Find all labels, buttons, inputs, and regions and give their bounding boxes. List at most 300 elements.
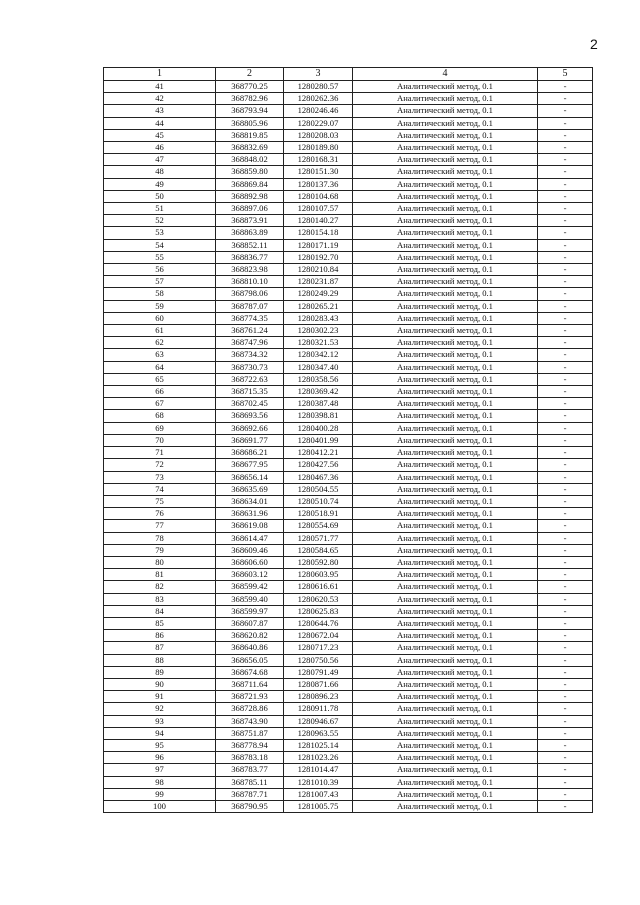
note-cell: - <box>538 788 593 800</box>
y-coordinate-cell: 1280168.31 <box>284 154 353 166</box>
table-row <box>104 483 593 495</box>
table-row <box>104 691 593 703</box>
x-coordinate-cell: 368619.08 <box>216 520 284 532</box>
table-row <box>104 703 593 715</box>
note-cell: - <box>538 178 593 190</box>
x-coordinate-cell: 368734.32 <box>216 349 284 361</box>
y-coordinate-cell: 1280592.80 <box>284 556 353 568</box>
method-cell: Аналитический метод, 0.1 <box>353 752 538 764</box>
note-cell: - <box>538 239 593 251</box>
point-number-cell: 72 <box>104 459 216 471</box>
note-cell: - <box>538 142 593 154</box>
table-row <box>104 495 593 507</box>
method-cell: Аналитический метод, 0.1 <box>353 715 538 727</box>
x-coordinate-cell: 368677.95 <box>216 459 284 471</box>
table-row <box>104 190 593 202</box>
x-coordinate-cell: 368832.69 <box>216 142 284 154</box>
point-number-cell: 90 <box>104 678 216 690</box>
note-cell: - <box>538 325 593 337</box>
note-cell: - <box>538 81 593 93</box>
x-coordinate-cell: 368607.87 <box>216 617 284 629</box>
method-cell: Аналитический метод, 0.1 <box>353 800 538 812</box>
table-row <box>104 142 593 154</box>
method-cell: Аналитический метод, 0.1 <box>353 422 538 434</box>
point-number-cell: 54 <box>104 239 216 251</box>
y-coordinate-cell: 1280398.81 <box>284 410 353 422</box>
x-coordinate-cell: 368774.35 <box>216 312 284 324</box>
method-cell: Аналитический метод, 0.1 <box>353 276 538 288</box>
x-coordinate-cell: 368790.95 <box>216 800 284 812</box>
y-coordinate-cell: 1280554.69 <box>284 520 353 532</box>
y-coordinate-cell: 1280644.76 <box>284 617 353 629</box>
point-number-cell: 61 <box>104 325 216 337</box>
y-coordinate-cell: 1280510.74 <box>284 495 353 507</box>
table-header-row <box>104 68 593 81</box>
table-row <box>104 739 593 751</box>
method-cell: Аналитический метод, 0.1 <box>353 166 538 178</box>
table-row <box>104 203 593 215</box>
x-coordinate-cell: 368715.35 <box>216 386 284 398</box>
point-number-cell: 44 <box>104 117 216 129</box>
y-coordinate-cell: 1280104.68 <box>284 190 353 202</box>
x-coordinate-cell: 368787.07 <box>216 300 284 312</box>
note-cell: - <box>538 715 593 727</box>
method-cell: Аналитический метод, 0.1 <box>353 300 538 312</box>
note-cell: - <box>538 386 593 398</box>
method-cell: Аналитический метод, 0.1 <box>353 593 538 605</box>
y-coordinate-cell: 1280911.78 <box>284 703 353 715</box>
note-cell: - <box>538 361 593 373</box>
column-header-2: 2 <box>216 68 284 81</box>
table-row <box>104 264 593 276</box>
x-coordinate-cell: 368599.97 <box>216 605 284 617</box>
x-coordinate-cell: 368782.96 <box>216 93 284 105</box>
table-row <box>104 581 593 593</box>
y-coordinate-cell: 1280896.23 <box>284 691 353 703</box>
note-cell: - <box>538 544 593 556</box>
y-coordinate-cell: 1280504.55 <box>284 483 353 495</box>
x-coordinate-cell: 368674.68 <box>216 666 284 678</box>
note-cell: - <box>538 739 593 751</box>
x-coordinate-cell: 368892.98 <box>216 190 284 202</box>
note-cell: - <box>538 373 593 385</box>
x-coordinate-cell: 368603.12 <box>216 569 284 581</box>
point-number-cell: 71 <box>104 447 216 459</box>
point-number-cell: 57 <box>104 276 216 288</box>
table-row <box>104 727 593 739</box>
y-coordinate-cell: 1280321.53 <box>284 337 353 349</box>
method-cell: Аналитический метод, 0.1 <box>353 434 538 446</box>
x-coordinate-cell: 368631.96 <box>216 508 284 520</box>
table-row <box>104 300 593 312</box>
point-number-cell: 88 <box>104 654 216 666</box>
x-coordinate-cell: 368873.91 <box>216 215 284 227</box>
x-coordinate-cell: 368819.85 <box>216 129 284 141</box>
method-cell: Аналитический метод, 0.1 <box>353 471 538 483</box>
x-coordinate-cell: 368783.77 <box>216 764 284 776</box>
note-cell: - <box>538 593 593 605</box>
method-cell: Аналитический метод, 0.1 <box>353 239 538 251</box>
point-number-cell: 50 <box>104 190 216 202</box>
note-cell: - <box>538 459 593 471</box>
note-cell: - <box>538 471 593 483</box>
method-cell: Аналитический метод, 0.1 <box>353 325 538 337</box>
point-number-cell: 97 <box>104 764 216 776</box>
method-cell: Аналитический метод, 0.1 <box>353 117 538 129</box>
y-coordinate-cell: 1280283.43 <box>284 312 353 324</box>
coordinates-table <box>103 67 593 813</box>
table-row <box>104 251 593 263</box>
y-coordinate-cell: 1280750.56 <box>284 654 353 666</box>
note-cell: - <box>538 215 593 227</box>
y-coordinate-cell: 1280625.83 <box>284 605 353 617</box>
table-row <box>104 178 593 190</box>
table-row <box>104 569 593 581</box>
method-cell: Аналитический метод, 0.1 <box>353 569 538 581</box>
column-header-4: 4 <box>353 68 538 81</box>
table-body <box>104 81 593 813</box>
point-number-cell: 63 <box>104 349 216 361</box>
y-coordinate-cell: 1280151.30 <box>284 166 353 178</box>
note-cell: - <box>538 800 593 812</box>
y-coordinate-cell: 1280302.23 <box>284 325 353 337</box>
y-coordinate-cell: 1280229.07 <box>284 117 353 129</box>
method-cell: Аналитический метод, 0.1 <box>353 447 538 459</box>
point-number-cell: 85 <box>104 617 216 629</box>
table-row <box>104 93 593 105</box>
x-coordinate-cell: 368787.71 <box>216 788 284 800</box>
note-cell: - <box>538 422 593 434</box>
note-cell: - <box>538 556 593 568</box>
point-number-cell: 68 <box>104 410 216 422</box>
point-number-cell: 55 <box>104 251 216 263</box>
table-row <box>104 544 593 556</box>
point-number-cell: 84 <box>104 605 216 617</box>
x-coordinate-cell: 368747.96 <box>216 337 284 349</box>
x-coordinate-cell: 368783.18 <box>216 752 284 764</box>
x-coordinate-cell: 368635.69 <box>216 483 284 495</box>
y-coordinate-cell: 1280584.65 <box>284 544 353 556</box>
point-number-cell: 80 <box>104 556 216 568</box>
note-cell: - <box>538 203 593 215</box>
note-cell: - <box>538 495 593 507</box>
x-coordinate-cell: 368656.14 <box>216 471 284 483</box>
x-coordinate-cell: 368869.84 <box>216 178 284 190</box>
x-coordinate-cell: 368897.06 <box>216 203 284 215</box>
method-cell: Аналитический метод, 0.1 <box>353 81 538 93</box>
point-number-cell: 56 <box>104 264 216 276</box>
table-row <box>104 154 593 166</box>
note-cell: - <box>538 93 593 105</box>
method-cell: Аналитический метод, 0.1 <box>353 288 538 300</box>
note-cell: - <box>538 678 593 690</box>
y-coordinate-cell: 1281025.14 <box>284 739 353 751</box>
table-row <box>104 678 593 690</box>
point-number-cell: 51 <box>104 203 216 215</box>
note-cell: - <box>538 447 593 459</box>
table-row <box>104 410 593 422</box>
y-coordinate-cell: 1280400.28 <box>284 422 353 434</box>
method-cell: Аналитический метод, 0.1 <box>353 556 538 568</box>
x-coordinate-cell: 368620.82 <box>216 630 284 642</box>
method-cell: Аналитический метод, 0.1 <box>353 386 538 398</box>
method-cell: Аналитический метод, 0.1 <box>353 154 538 166</box>
note-cell: - <box>538 129 593 141</box>
x-coordinate-cell: 368609.46 <box>216 544 284 556</box>
method-cell: Аналитический метод, 0.1 <box>353 361 538 373</box>
x-coordinate-cell: 368693.56 <box>216 410 284 422</box>
x-coordinate-cell: 368728.86 <box>216 703 284 715</box>
table-row <box>104 398 593 410</box>
column-header-5: 5 <box>538 68 593 81</box>
note-cell: - <box>538 117 593 129</box>
method-cell: Аналитический метод, 0.1 <box>353 654 538 666</box>
y-coordinate-cell: 1280249.29 <box>284 288 353 300</box>
note-cell: - <box>538 154 593 166</box>
note-cell: - <box>538 630 593 642</box>
y-coordinate-cell: 1280189.80 <box>284 142 353 154</box>
note-cell: - <box>538 508 593 520</box>
table-row <box>104 556 593 568</box>
point-number-cell: 93 <box>104 715 216 727</box>
method-cell: Аналитический метод, 0.1 <box>353 678 538 690</box>
method-cell: Аналитический метод, 0.1 <box>353 788 538 800</box>
table-row <box>104 654 593 666</box>
x-coordinate-cell: 368810.10 <box>216 276 284 288</box>
note-cell: - <box>538 764 593 776</box>
x-coordinate-cell: 368599.40 <box>216 593 284 605</box>
table-row <box>104 386 593 398</box>
y-coordinate-cell: 1280946.67 <box>284 715 353 727</box>
point-number-cell: 59 <box>104 300 216 312</box>
y-coordinate-cell: 1281005.75 <box>284 800 353 812</box>
x-coordinate-cell: 368785.11 <box>216 776 284 788</box>
table-row <box>104 508 593 520</box>
x-coordinate-cell: 368692.66 <box>216 422 284 434</box>
note-cell: - <box>538 312 593 324</box>
point-number-cell: 42 <box>104 93 216 105</box>
table-row <box>104 447 593 459</box>
note-cell: - <box>538 288 593 300</box>
x-coordinate-cell: 368859.80 <box>216 166 284 178</box>
y-coordinate-cell: 1280412.21 <box>284 447 353 459</box>
table-row <box>104 239 593 251</box>
table-row <box>104 434 593 446</box>
table-row <box>104 520 593 532</box>
method-cell: Аналитический метод, 0.1 <box>353 129 538 141</box>
table-row <box>104 373 593 385</box>
y-coordinate-cell: 1280620.53 <box>284 593 353 605</box>
method-cell: Аналитический метод, 0.1 <box>353 227 538 239</box>
x-coordinate-cell: 368863.89 <box>216 227 284 239</box>
x-coordinate-cell: 368606.60 <box>216 556 284 568</box>
note-cell: - <box>538 190 593 202</box>
point-number-cell: 66 <box>104 386 216 398</box>
point-number-cell: 82 <box>104 581 216 593</box>
y-coordinate-cell: 1280208.03 <box>284 129 353 141</box>
method-cell: Аналитический метод, 0.1 <box>353 398 538 410</box>
note-cell: - <box>538 703 593 715</box>
point-number-cell: 99 <box>104 788 216 800</box>
method-cell: Аналитический метод, 0.1 <box>353 495 538 507</box>
x-coordinate-cell: 368656.05 <box>216 654 284 666</box>
point-number-cell: 79 <box>104 544 216 556</box>
method-cell: Аналитический метод, 0.1 <box>353 203 538 215</box>
method-cell: Аналитический метод, 0.1 <box>353 483 538 495</box>
x-coordinate-cell: 368743.90 <box>216 715 284 727</box>
table-row <box>104 630 593 642</box>
x-coordinate-cell: 368798.06 <box>216 288 284 300</box>
y-coordinate-cell: 1280871.66 <box>284 678 353 690</box>
x-coordinate-cell: 368852.11 <box>216 239 284 251</box>
point-number-cell: 62 <box>104 337 216 349</box>
y-coordinate-cell: 1280963.55 <box>284 727 353 739</box>
point-number-cell: 83 <box>104 593 216 605</box>
table-row <box>104 349 593 361</box>
y-coordinate-cell: 1280791.49 <box>284 666 353 678</box>
y-coordinate-cell: 1280571.77 <box>284 532 353 544</box>
note-cell: - <box>538 349 593 361</box>
y-coordinate-cell: 1280231.87 <box>284 276 353 288</box>
table-row <box>104 642 593 654</box>
table-row <box>104 764 593 776</box>
y-coordinate-cell: 1280672.04 <box>284 630 353 642</box>
method-cell: Аналитический метод, 0.1 <box>353 739 538 751</box>
y-coordinate-cell: 1280246.46 <box>284 105 353 117</box>
point-number-cell: 67 <box>104 398 216 410</box>
method-cell: Аналитический метод, 0.1 <box>353 727 538 739</box>
y-coordinate-cell: 1280265.21 <box>284 300 353 312</box>
point-number-cell: 49 <box>104 178 216 190</box>
note-cell: - <box>538 605 593 617</box>
y-coordinate-cell: 1280280.57 <box>284 81 353 93</box>
x-coordinate-cell: 368722.63 <box>216 373 284 385</box>
method-cell: Аналитический метод, 0.1 <box>353 251 538 263</box>
y-coordinate-cell: 1280369.42 <box>284 386 353 398</box>
method-cell: Аналитический метод, 0.1 <box>353 373 538 385</box>
table-row <box>104 288 593 300</box>
method-cell: Аналитический метод, 0.1 <box>353 691 538 703</box>
method-cell: Аналитический метод, 0.1 <box>353 605 538 617</box>
x-coordinate-cell: 368770.25 <box>216 81 284 93</box>
note-cell: - <box>538 617 593 629</box>
column-header-1: 1 <box>104 68 216 81</box>
y-coordinate-cell: 1280387.48 <box>284 398 353 410</box>
table-row <box>104 215 593 227</box>
note-cell: - <box>538 483 593 495</box>
x-coordinate-cell: 368730.73 <box>216 361 284 373</box>
y-coordinate-cell: 1280518.91 <box>284 508 353 520</box>
table-row <box>104 105 593 117</box>
table-row <box>104 129 593 141</box>
x-coordinate-cell: 368686.21 <box>216 447 284 459</box>
y-coordinate-cell: 1280358.56 <box>284 373 353 385</box>
point-number-cell: 89 <box>104 666 216 678</box>
point-number-cell: 75 <box>104 495 216 507</box>
y-coordinate-cell: 1280137.36 <box>284 178 353 190</box>
method-cell: Аналитический метод, 0.1 <box>353 776 538 788</box>
note-cell: - <box>538 666 593 678</box>
y-coordinate-cell: 1281007.43 <box>284 788 353 800</box>
x-coordinate-cell: 368640.86 <box>216 642 284 654</box>
point-number-cell: 45 <box>104 129 216 141</box>
note-cell: - <box>538 166 593 178</box>
note-cell: - <box>538 300 593 312</box>
point-number-cell: 81 <box>104 569 216 581</box>
x-coordinate-cell: 368805.96 <box>216 117 284 129</box>
point-number-cell: 86 <box>104 630 216 642</box>
y-coordinate-cell: 1281010.39 <box>284 776 353 788</box>
x-coordinate-cell: 368721.93 <box>216 691 284 703</box>
method-cell: Аналитический метод, 0.1 <box>353 410 538 422</box>
method-cell: Аналитический метод, 0.1 <box>353 142 538 154</box>
point-number-cell: 70 <box>104 434 216 446</box>
method-cell: Аналитический метод, 0.1 <box>353 764 538 776</box>
x-coordinate-cell: 368761.24 <box>216 325 284 337</box>
y-coordinate-cell: 1280427.56 <box>284 459 353 471</box>
note-cell: - <box>538 752 593 764</box>
method-cell: Аналитический метод, 0.1 <box>353 544 538 556</box>
x-coordinate-cell: 368711.64 <box>216 678 284 690</box>
y-coordinate-cell: 1281023.26 <box>284 752 353 764</box>
x-coordinate-cell: 368634.01 <box>216 495 284 507</box>
table-row <box>104 81 593 93</box>
note-cell: - <box>538 398 593 410</box>
point-number-cell: 58 <box>104 288 216 300</box>
method-cell: Аналитический метод, 0.1 <box>353 349 538 361</box>
note-cell: - <box>538 654 593 666</box>
method-cell: Аналитический метод, 0.1 <box>353 508 538 520</box>
point-number-cell: 60 <box>104 312 216 324</box>
x-coordinate-cell: 368836.77 <box>216 251 284 263</box>
point-number-cell: 87 <box>104 642 216 654</box>
point-number-cell: 95 <box>104 739 216 751</box>
y-coordinate-cell: 1280154.18 <box>284 227 353 239</box>
y-coordinate-cell: 1280717.23 <box>284 642 353 654</box>
table-row <box>104 715 593 727</box>
table-row <box>104 471 593 483</box>
method-cell: Аналитический метод, 0.1 <box>353 105 538 117</box>
x-coordinate-cell: 368778.94 <box>216 739 284 751</box>
y-coordinate-cell: 1280603.95 <box>284 569 353 581</box>
point-number-cell: 48 <box>104 166 216 178</box>
point-number-cell: 96 <box>104 752 216 764</box>
note-cell: - <box>538 410 593 422</box>
table-row <box>104 459 593 471</box>
point-number-cell: 76 <box>104 508 216 520</box>
y-coordinate-cell: 1280467.36 <box>284 471 353 483</box>
method-cell: Аналитический метод, 0.1 <box>353 215 538 227</box>
y-coordinate-cell: 1281014.47 <box>284 764 353 776</box>
note-cell: - <box>538 532 593 544</box>
y-coordinate-cell: 1280171.19 <box>284 239 353 251</box>
point-number-cell: 53 <box>104 227 216 239</box>
point-number-cell: 77 <box>104 520 216 532</box>
point-number-cell: 78 <box>104 532 216 544</box>
table-row <box>104 752 593 764</box>
method-cell: Аналитический метод, 0.1 <box>353 630 538 642</box>
y-coordinate-cell: 1280140.27 <box>284 215 353 227</box>
note-cell: - <box>538 642 593 654</box>
table-row <box>104 532 593 544</box>
note-cell: - <box>538 264 593 276</box>
method-cell: Аналитический метод, 0.1 <box>353 459 538 471</box>
method-cell: Аналитический метод, 0.1 <box>353 93 538 105</box>
table-row <box>104 312 593 324</box>
point-number-cell: 74 <box>104 483 216 495</box>
y-coordinate-cell: 1280342.12 <box>284 349 353 361</box>
point-number-cell: 47 <box>104 154 216 166</box>
